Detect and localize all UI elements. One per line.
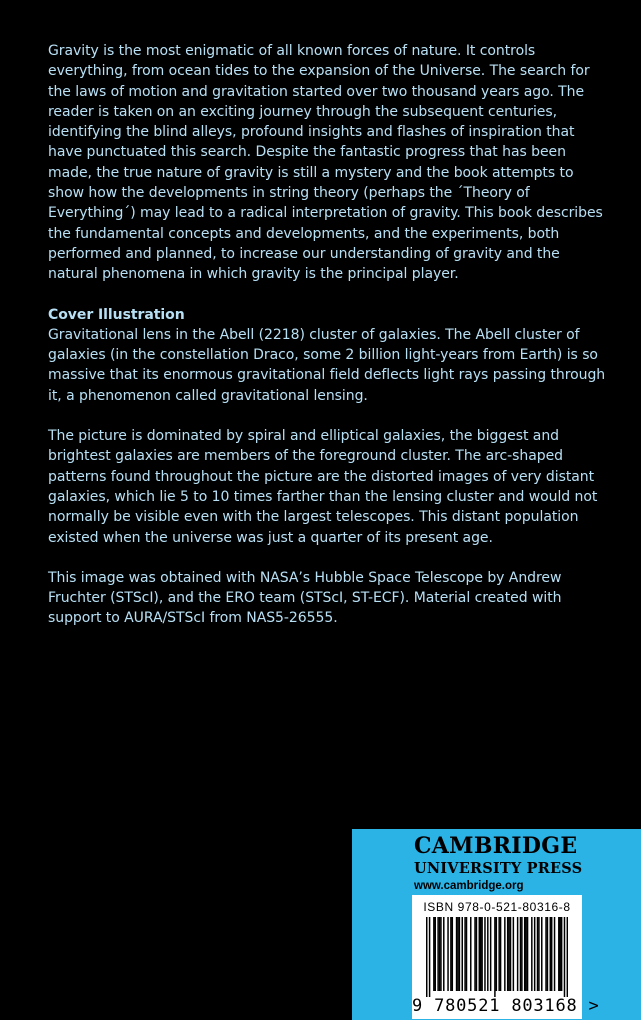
credits-paragraph: This image was obtained with NASA’s Hubble Space Telescope by Andrew Fruchter (STScI), and the ERO team (STScI, ST-ECF). Material created with support to AURA/STScI from NAS5-26555. bbox=[48, 569, 562, 627]
blurb-paragraph: Gravity is the most enigmatic of all known forces of nature. It controls everything, from ocean tides to the expansion of the Universe. The search for the laws of motion and gravitation started over two thousand years ago. The reader is taken on an exciting journey through the subsequent centuries, identifying the blind alleys, profound insights and flashes of inspiration that have punctuated this search. Despite the fantastic progress that has been made, the true nature of gravity is still a mystery and the book attempts to show how the developments in string theory (perhaps the ´Theory of Everything´) may lead to a radical interpretation of gravity. This book describes the fundamental concepts and developments, and the experiments, both performed and planned, to increase our understanding of gravity and the natural phenomena in which gravity is the principal player. bbox=[48, 43, 603, 283]
cover-illustration-paragraph: The picture is dominated by spiral and elliptical galaxies, the biggest and brightest galaxies are members of the foreground cluster. The arc-shaped patterns found throughout the picture are the distorted images of very distant galaxies, which lie 5 to 10 times farther than the lensing cluster and would not normally be visible even with the largest telescopes. This distant population existed when the universe was just a quarter of its present age. bbox=[48, 428, 598, 546]
barcode-bar bbox=[527, 917, 528, 991]
cover-illustration-heading: Cover Illustration bbox=[48, 306, 185, 323]
barcode-bar bbox=[429, 917, 430, 997]
isbn-label: ISBN 978-0-521-80316-8 bbox=[423, 900, 571, 914]
barcode-bar bbox=[474, 917, 475, 991]
barcode-bar bbox=[537, 917, 538, 991]
barcode-bar bbox=[437, 917, 438, 991]
barcode-bar bbox=[466, 917, 467, 991]
cover-illustration-paragraph: Gravitational lens in the Abell (2218) cluster of galaxies. The Abell cluster of galaxies (in the constellation Draco, some 2 billion light-years from Earth) is so massive that its enormous gravitational field deflects light rays passing through it, a phenomenon called gravitational lensing. bbox=[48, 326, 606, 404]
barcode-bar bbox=[439, 917, 440, 991]
barcode-icon bbox=[426, 917, 568, 997]
barcode-bar bbox=[476, 917, 477, 991]
barcode-bar bbox=[443, 917, 444, 991]
barcode-bar bbox=[480, 917, 481, 991]
barcode-bar bbox=[547, 917, 548, 991]
back-cover-text bbox=[48, 41, 608, 649]
barcode-bar bbox=[507, 917, 508, 991]
barcode-bar bbox=[462, 917, 463, 991]
cover-illustration-section bbox=[48, 305, 608, 406]
publisher-name: CAMBRIDGE bbox=[414, 833, 578, 859]
barcode-bar bbox=[561, 917, 562, 991]
barcode-bar bbox=[494, 917, 495, 997]
barcode-bar bbox=[490, 917, 491, 991]
barcode-bar bbox=[508, 917, 509, 991]
barcode-bar bbox=[504, 917, 505, 991]
barcode-panel bbox=[412, 895, 600, 1019]
barcode-bar bbox=[513, 917, 514, 991]
barcode-bar bbox=[498, 917, 499, 991]
barcode-bar bbox=[525, 917, 526, 991]
barcode-bar bbox=[564, 917, 565, 997]
barcode-bar bbox=[464, 917, 465, 991]
barcode-number: 9 780521 803168 > bbox=[412, 996, 600, 1016]
barcode-bar bbox=[426, 917, 427, 997]
barcode-bar bbox=[531, 917, 532, 991]
barcode-bar bbox=[551, 917, 552, 991]
barcode-bar bbox=[538, 917, 539, 991]
barcode-bar bbox=[554, 917, 555, 991]
barcode-bar bbox=[452, 917, 453, 991]
barcode-bar bbox=[487, 917, 488, 991]
barcode-bar bbox=[500, 917, 501, 991]
publisher-subname: UNIVERSITY PRESS bbox=[414, 860, 583, 877]
barcode-bar bbox=[470, 917, 471, 991]
barcode-bar bbox=[447, 917, 448, 991]
barcode-bar bbox=[496, 917, 497, 991]
barcode-bar bbox=[524, 917, 525, 991]
barcode-bar bbox=[484, 917, 485, 991]
barcode-bar bbox=[541, 917, 542, 991]
barcode-bar bbox=[481, 917, 482, 991]
publisher-url: www.cambridge.org bbox=[414, 880, 524, 892]
barcode-bar bbox=[545, 917, 546, 991]
barcode-bar bbox=[559, 917, 560, 991]
barcode-bar bbox=[479, 917, 480, 991]
barcode-bar bbox=[457, 917, 458, 991]
barcode-bar bbox=[450, 917, 451, 991]
barcode-bar bbox=[435, 917, 436, 991]
barcode-bar bbox=[433, 917, 434, 991]
barcode-bar bbox=[510, 917, 511, 991]
barcode-bar bbox=[550, 917, 551, 991]
barcode-bar bbox=[558, 917, 559, 991]
barcode-bar bbox=[521, 917, 522, 991]
barcode-bar bbox=[534, 917, 535, 991]
barcode-bar bbox=[456, 917, 457, 991]
barcode-bar bbox=[440, 917, 441, 991]
barcode-bar bbox=[459, 917, 460, 991]
publisher-box bbox=[352, 829, 641, 1020]
barcode-bar bbox=[517, 917, 518, 991]
barcode-bar bbox=[567, 917, 568, 997]
barcode-bar bbox=[520, 917, 521, 991]
